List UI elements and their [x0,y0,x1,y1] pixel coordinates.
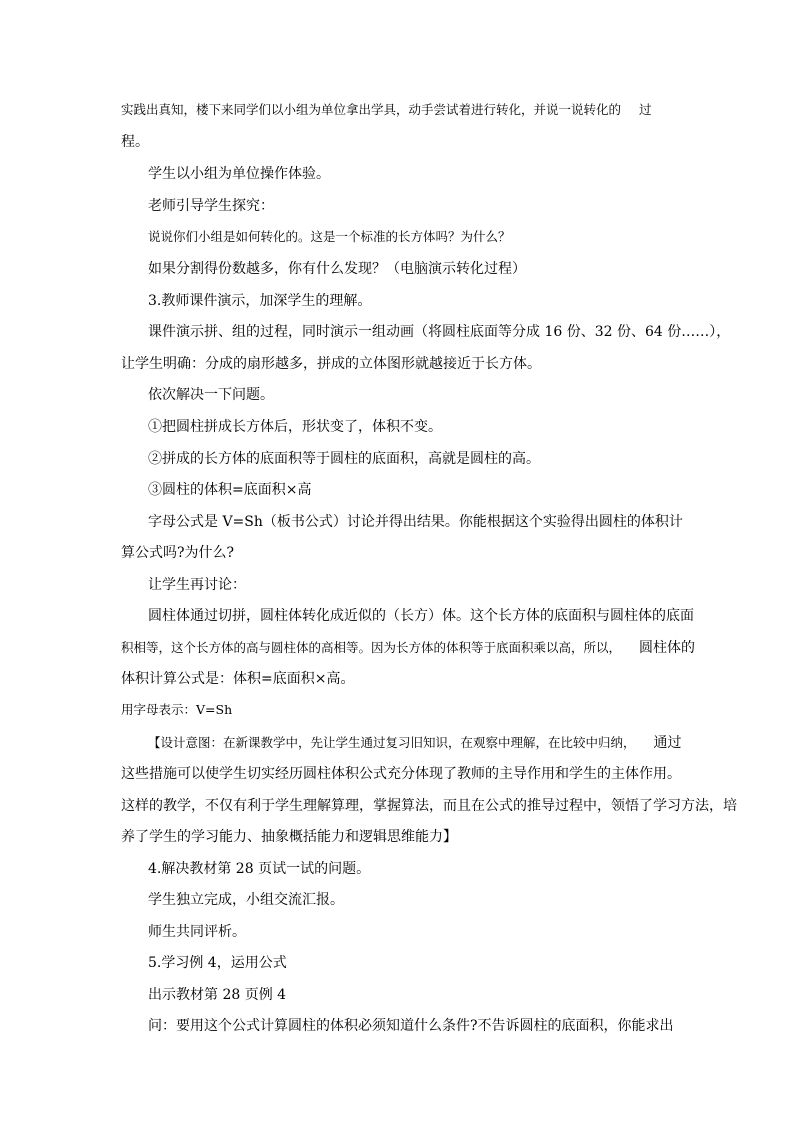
text-line-26: 学生独立完成，小组交流汇报。 [148,892,344,908]
text-line-13: ③圆柱的体积=底面积×高 [148,482,312,498]
text-line-7: 3.教师课件演示，加深学生的理解。 [148,293,372,309]
text-line-22: 这些措施可以使学生切实经历圆柱体积公式充分体现了教师的主导作用和学生的主体作用。 [121,766,681,782]
text-line-17: 圆柱体通过切拼，圆柱体转化成近似的（长方）体。这个长方体的底面积与圆柱体的底面 [148,608,694,624]
text-line-27: 师生共同评析。 [148,924,246,940]
text-line-9: 让学生明确：分成的扇形越多，拼成的立体图形就越接近于长方体。 [121,356,541,372]
text-line-25: 4.解决教材第 28 页试一试的问题。 [148,861,371,877]
text-line-23: 这样的教学，不仅有利于学生理解算理，掌握算法，而且在公式的推导过程中，领悟了学习方法，培 [121,798,737,814]
text-line-18: 积相等，这个长方体的高与圆柱体的高相等。因为长方体的体积等于底面积乘以高，所以， 圆柱体的 [121,640,696,656]
text-line-19: 体积计算公式是：体积=底面积×高。 [121,671,355,687]
text-line-10: 依次解决一下问题。 [148,387,274,403]
text-line-21: 【设计意图：在新课教学中，先让学生通过复习旧知识，在观察中理解，在比较中归纳， 通过 [148,735,682,751]
text-line-29: 出示教材第 28 页例 4 [148,987,287,1003]
text-line-16: 让学生再讨论： [148,577,246,593]
text-line-24: 养了学生的学习能力、抽象概括能力和逻辑思维能力】 [121,829,457,845]
text-line-1: 实践出真知，楼下来同学们以小组为单位拿出学具，动手尝试着进行转化，并说一说转化的 过 [121,102,652,117]
text-line-15: 算公式吗?为什么? [121,545,235,561]
text-line-2: 程。 [121,134,149,150]
text-line-5: 说说你们小组是如何转化的。这是一个标准的长方体吗？为什么？ [148,229,511,244]
text-line-11: ①把圆柱拼成长方体后，形状变了，体积不变。 [148,419,442,435]
text-line-28: 5.学习例 4，运用公式 [148,955,287,971]
text-line-20: 用字母表示：V=Sh [121,702,233,717]
text-line-3: 学生以小组为单位操作体验。 [148,166,330,182]
text-line-12: ②拼成的长方体的底面积等于圆柱的底面积，高就是圆柱的高。 [148,451,540,467]
text-line-8: 课件演示拼、组的过程，同时演示一组动画（将圆柱底面等分成 16 份、32 份、64 份……）， [148,324,731,340]
text-line-14: 字母公式是 V=Sh（板书公式）讨论并得出结果。你能根据这个实验得出圆柱的体积计 [148,514,683,530]
text-line-6: 如果分割得份数越多，你有什么发现？（电脑演示转化过程） [148,261,526,277]
text-line-30: 问：要用这个公式计算圆柱的体积必须知道什么条件?不告诉圆柱的底面积，你能求出 [148,1018,674,1034]
text-line-4: 老师引导学生探究： [148,198,274,214]
